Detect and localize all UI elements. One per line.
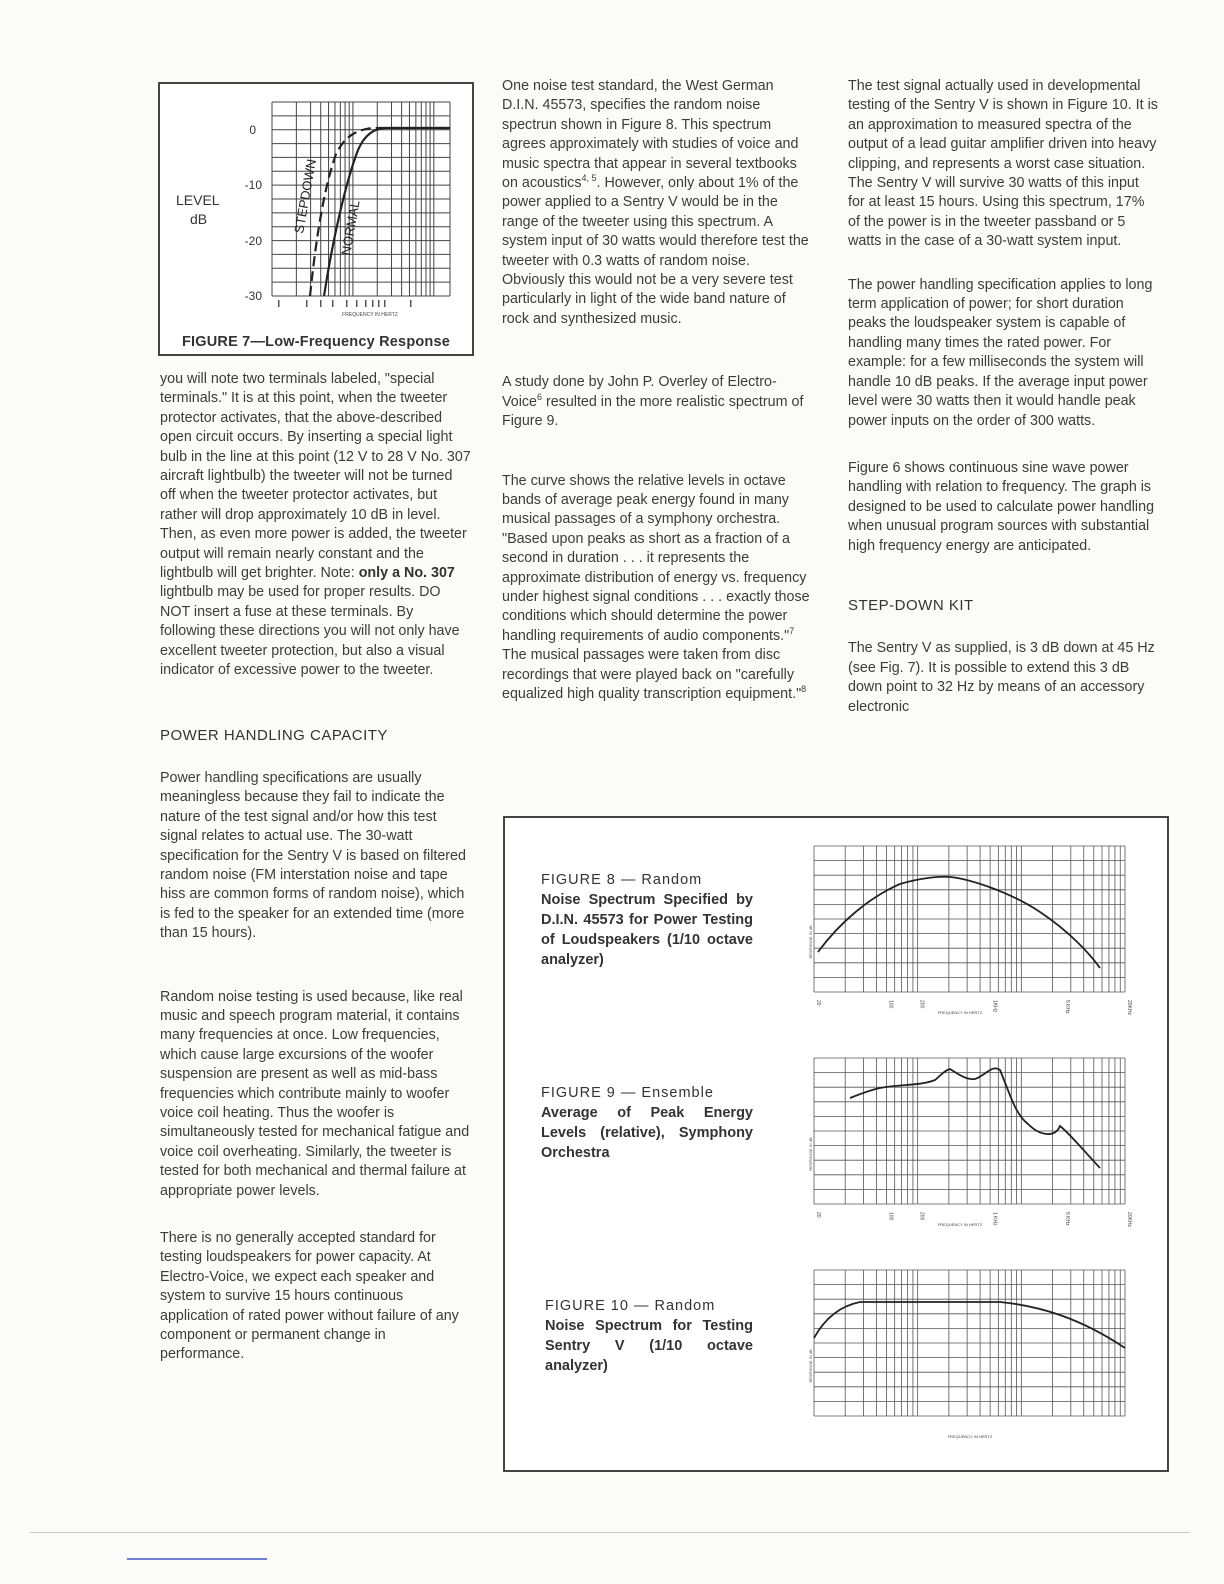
col1-paragraph-4: There is no generally accepted standard for testing loudspeakers for power capacity. At Electro-Voice, we expect each speaker and system to survive 15 hours continuous application of rated power without failure of any component or permanent change in performance. xyxy=(160,1230,459,1363)
figure-7 xyxy=(158,82,474,356)
fig8-yaxis-title: RESPONSE IN dB xyxy=(808,925,813,959)
col1-p1-text: you will note two terminals labeled, "special terminals." It is at this point, when the tweeter protector activates, that the above-described open circuit occurs. By inserting a special light bulb in the line at this point (12 V to 28 V No. 307 aircraft lightbulb) the tweeter will not be turned off when the tweeter protector activates, but rather will drop approximately 10 dB in level. Then, as even more power is added, the tweeter output will remain nearly constant and the lightbulb will get brighter. Note: xyxy=(160,371,471,582)
col2-paragraph-1 xyxy=(502,77,812,329)
graph-xtick-label: 100 xyxy=(887,1212,894,1221)
graph-xtick-label: 20KHz xyxy=(1126,1000,1132,1016)
figure-8-graph xyxy=(800,842,1140,1022)
fig7-xtick-mark xyxy=(384,300,386,307)
figure-8-caption xyxy=(541,870,753,970)
fig7-xtick-mark xyxy=(306,300,308,307)
column-3 xyxy=(848,77,1158,741)
graph-xtick-label: 100 xyxy=(887,1000,894,1009)
graph-xtick-label: 1KHz xyxy=(991,1000,998,1013)
fig7-xtick-mark xyxy=(320,300,322,307)
fig7-level-label: LEVEL xyxy=(176,192,220,208)
fig7-ytick-20: -20 xyxy=(244,234,262,248)
figure-10-graph xyxy=(800,1266,1140,1446)
graph-xtick-label: 200 xyxy=(918,1212,925,1221)
fig10-xaxis-title: FREQUENCY IN HERTZ xyxy=(947,1434,993,1439)
column-2 xyxy=(502,77,812,728)
col2-paragraph-2 xyxy=(502,373,812,431)
fig7-ytick-10: -10 xyxy=(244,178,262,192)
col1-paragraph-1 xyxy=(160,370,472,681)
power-handling-heading: POWER HANDLING CAPACITY xyxy=(160,726,388,744)
fig8-xaxis-title: FREQUENCY IN HERTZ xyxy=(937,1010,983,1015)
figure-7-caption: FIGURE 7—Low-Frequency Response xyxy=(181,334,451,350)
figure-9-title: FIGURE 9 — Ensemble xyxy=(541,1085,714,1101)
footer-blue-rule xyxy=(127,1558,267,1560)
col1-paragraph-3: Random noise testing is used because, like real music and speech program material, it contains many frequencies at once. Low frequencies, which cause large excursions of the woofer suspension are present as well as mid-bass frequencies which contribute mainly to woofer voice coil heating. Thus the woofer is simultaneously tested for mechanical fatigue and voice coil overheating. Similarly, the tweeter is tested for both mechanical and thermal failure at appropriate power levels. xyxy=(160,988,470,1199)
graph-xtick-label: 5 KHz xyxy=(1063,1212,1070,1226)
fig7-stepdown-label: STEPDOWN xyxy=(291,157,319,235)
col2-p1-text: One noise test standard, the West German D.I.N. 45573, specifies the random noise spectrun shown in Figure 8. This spectrum agrees approximately with studies of voice and music spectra that appear in several textbooks on acoustics xyxy=(502,78,799,192)
graph-xtick-label: 20KHz xyxy=(1126,1212,1132,1228)
col3-paragraph-1: The test signal actually used in developmental testing of the Sentry V is shown in Figure 10. It is an approximation to measured spectra of the output of a lead guitar amplifier driven into heavy clipping, and represents a worst case situation. The Sentry V will survive 30 watts of this input for at least 15 hours. Using this spectrum, 17% of the power is in the tweeter passband or 5 watts in the case of a 30-watt system input. xyxy=(848,78,1158,250)
col3-paragraph-4: The Sentry V as supplied, is 3 dB down at 45 Hz (see Fig. 7). It is possible to extend this 3 dB down point to 32 Hz by means of an accessory electronic xyxy=(848,640,1155,715)
fig7-xtick-mark xyxy=(332,300,334,307)
figures-8-9-10-box xyxy=(503,816,1169,1472)
figure-9-graph xyxy=(800,1054,1140,1234)
col1-paragraph-2: Power handling specifications are usually meaningless because they fail to indicate the nature of the test signal and/or how this test signal relates to actual use. The 30-watt specification for the Sentry V is based on filtered random noise (FM interstation noise and tape hiss are common forms of random noise), which is fed to the speaker for an extended time (more than 15 hours). xyxy=(160,769,466,942)
fig9-xaxis-title: FREQUENCY IN HERTZ xyxy=(937,1222,983,1227)
fig7-db-label: dB xyxy=(190,211,208,227)
fig7-xtick-mark xyxy=(346,300,348,307)
col2-paragraph-3 xyxy=(502,472,812,705)
col2-p1-end: . However, only about 1% of the power applied to a Sentry V would be in the range of the tweeter using this spectrum. A system input of 30 watts would therefore test the tweeter with 0.3 watts of random noise. Obviously this would not be a very severe test particularly in light of the wide band nature of rock and synthesized music. xyxy=(502,175,809,327)
fig9-yaxis-title: RESPONSE IN dB xyxy=(808,1137,813,1171)
fig7-xtick-mark xyxy=(365,300,367,307)
col3-paragraph-3: Figure 6 shows continuous sine wave power handling with relation to frequency. The graph is designed to be used to calculate power handling when unusual program sources with substantial high frequency energy are anticipated. xyxy=(848,459,1155,554)
footer-rule xyxy=(30,1532,1190,1533)
figure-7-graph xyxy=(160,84,472,354)
fig7-ytick-30: -30 xyxy=(244,289,262,303)
col2-p3-end: The musical passages were taken from disc recordings that were played back on "carefully equalized high quality transcription equipment." xyxy=(502,647,802,702)
graph-xtick-label: 5 KHz xyxy=(1063,1000,1070,1014)
col2-p3-ref2: 8 xyxy=(801,684,807,695)
figure-9-caption-text: Average of Peak Energy Levels (relative), Symphony Orchestra xyxy=(541,1105,753,1161)
col2-p3-text: The curve shows the relative levels in octave bands of average peak energy found in many musical passages of a symphony orchestra. "Based upon peaks as short as a fraction of a second in duration . . . it represents the approximate distribution of energy vs. frequency under highest signal conditions . . . exactly those conditions which should determine the power handling requirements of audio components." xyxy=(502,472,810,644)
graph-xtick-label: 20 xyxy=(815,1212,821,1218)
col2-p1-ref: 4, 5 xyxy=(581,173,597,184)
fig9-energy-curve xyxy=(850,1068,1100,1168)
figure-10-title: FIGURE 10 — Random xyxy=(545,1298,716,1314)
fig7-xtick-mark xyxy=(356,300,358,307)
col1-p1-bold: only a No. 307 xyxy=(358,565,455,582)
figure-8-title: FIGURE 8 — Random xyxy=(541,872,703,888)
fig10-yaxis-title: RESPONSE IN dB xyxy=(808,1349,813,1383)
fig8-spectrum-curve xyxy=(818,877,1100,968)
fig7-xtick-mark xyxy=(372,300,374,307)
figure-8-caption-text: Noise Spectrum Specified by D.I.N. 45573 for Power Testing of Loudspeakers (1/10 octave analyzer) xyxy=(541,892,753,968)
fig7-xtick-mark xyxy=(378,300,380,307)
fig7-normal-curve xyxy=(324,128,450,296)
fig7-ytick-0: 0 xyxy=(249,123,256,137)
graph-xtick-label: 200 xyxy=(918,1000,925,1009)
col2-p2-end: resulted in the more realistic spectrum of Figure 9. xyxy=(502,393,804,430)
step-down-kit-heading: STEP-DOWN KIT xyxy=(848,596,974,614)
col2-p2-ref: 6 xyxy=(536,391,542,402)
figure-9-caption xyxy=(541,1083,753,1163)
col2-p2-text: A study done by John P. Overley of Electro-Voice xyxy=(502,374,777,410)
col2-p3-ref: 7 xyxy=(789,625,795,636)
col3-paragraph-2: The power handling specification applies to long term application of power; for short duration peaks the loudspeaker system is capable of handling many times the rated power. For example: for a few milliseconds the system will handle 10 dB peaks. If the average input power level were 30 watts then it would handle peak power inputs on the order of 300 watts. xyxy=(848,276,1153,429)
fig7-stepdown-curve xyxy=(310,128,450,296)
graph-xtick-label: 1 KHz xyxy=(991,1212,998,1226)
fig7-normal-label: NORMAL xyxy=(338,199,363,257)
figure-10-caption xyxy=(545,1296,753,1376)
fig7-xtick-mark xyxy=(410,300,412,307)
column-1 xyxy=(160,370,472,1389)
graph-xtick-label: 20 xyxy=(815,1000,821,1006)
fig7-xtick-mark xyxy=(278,300,280,307)
col1-p1-end: lightbulb may be used for proper results. DO NOT insert a fuse at these terminals. By following these directions you will not only have excellent tweeter protection, but also a visual indicator of excessive power to the tweeter. xyxy=(160,584,460,679)
fig7-xaxis-title: FREQUENCY IN HERTZ xyxy=(342,312,398,318)
fig10-spectrum-curve xyxy=(814,1302,1125,1348)
figure-10-caption-text: Noise Spectrum for Testing Sentry V (1/10 octave analyzer) xyxy=(545,1318,753,1374)
